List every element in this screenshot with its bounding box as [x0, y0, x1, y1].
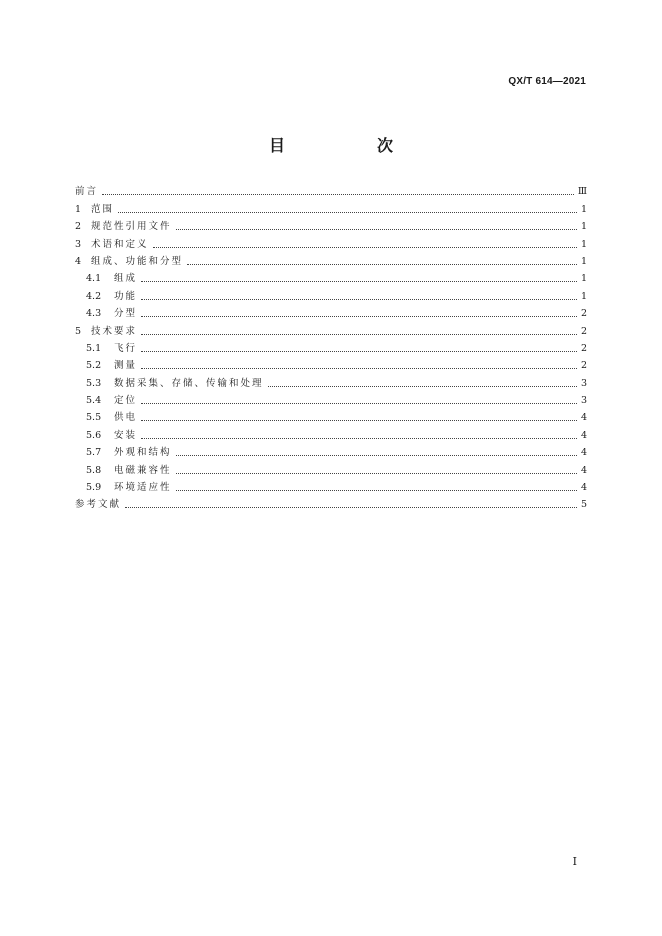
toc-entry-page: 1	[580, 203, 587, 215]
toc-entry-page: 3	[580, 395, 587, 407]
toc-entry-title: 外观和结构	[114, 447, 172, 459]
toc-entry-number: 5.9	[86, 482, 102, 494]
toc-entry-number: 1	[75, 203, 82, 215]
toc-entry-title: 功能	[114, 290, 138, 302]
toc-entry-number: 5	[75, 325, 82, 337]
toc-entry[interactable]	[75, 459, 587, 476]
toc-entry-number: 5.3	[86, 377, 102, 389]
toc-entry[interactable]	[75, 407, 587, 424]
toc-entry-number: 5.6	[86, 429, 102, 441]
toc-entry-number: 5.2	[86, 360, 102, 372]
toc-entry-number: 5.8	[86, 464, 102, 476]
dot-leader	[125, 506, 577, 508]
dot-leader	[102, 193, 574, 195]
toc-entry[interactable]	[75, 216, 587, 233]
dot-leader	[176, 454, 577, 456]
toc-entry[interactable]	[75, 303, 587, 320]
toc-entry-title: 电磁兼容性	[114, 464, 172, 476]
toc-entry-number: 4	[75, 255, 82, 267]
toc-entry[interactable]	[75, 390, 587, 407]
table-of-contents	[75, 181, 587, 511]
toc-entry-page: 2	[580, 342, 587, 354]
toc-entry-number: 5.5	[86, 412, 102, 424]
toc-entry-title: 分型	[114, 308, 138, 320]
toc-entry-page: 1	[580, 255, 587, 267]
dot-leader	[268, 385, 577, 387]
dot-leader	[141, 298, 577, 300]
toc-entry-title: 参考文献	[75, 499, 122, 511]
page-number: Ⅰ	[572, 855, 577, 868]
toc-entry-number: 5.1	[86, 342, 102, 354]
toc-entry-page: Ⅲ	[577, 186, 587, 198]
toc-entry-number: 5.7	[86, 447, 102, 459]
toc-entry[interactable]	[75, 233, 587, 250]
toc-entry[interactable]	[75, 285, 587, 302]
toc-entry-number: 2	[75, 221, 82, 233]
toc-entry[interactable]	[75, 320, 587, 337]
toc-entry-title: 技术要求	[91, 325, 138, 337]
dot-leader	[141, 437, 577, 439]
toc-entry-page: 4	[580, 429, 587, 441]
toc-entry-page: 3	[580, 377, 587, 389]
toc-entry-page: 5	[580, 499, 587, 511]
toc-entry[interactable]	[75, 251, 587, 268]
toc-entry-page: 4	[580, 412, 587, 424]
toc-entry[interactable]	[75, 477, 587, 494]
toc-entry-page: 1	[580, 273, 587, 285]
toc-entry[interactable]	[75, 372, 587, 389]
toc-entry-number: 4.1	[86, 273, 102, 285]
page-title: 目 次	[268, 136, 431, 155]
dot-leader	[176, 228, 577, 230]
toc-entry-page: 4	[580, 447, 587, 459]
dot-leader	[176, 489, 577, 491]
toc-entry-number: 4.3	[86, 308, 102, 320]
toc-entry[interactable]	[75, 355, 587, 372]
toc-entry[interactable]	[75, 442, 587, 459]
toc-entry-page: 4	[580, 482, 587, 494]
toc-entry-page: 4	[580, 464, 587, 476]
toc-entry-page: 2	[580, 308, 587, 320]
toc-entry-title: 安装	[114, 429, 138, 441]
toc-entry-page: 1	[580, 238, 587, 250]
toc-entry-number: 4.2	[86, 290, 102, 302]
dot-leader	[187, 263, 577, 265]
standard-code: QX/T 614—2021	[508, 76, 586, 87]
toc-entry[interactable]	[75, 268, 587, 285]
toc-entry[interactable]	[75, 424, 587, 441]
toc-entry-title: 环境适应性	[114, 482, 172, 494]
toc-entry-title: 测量	[114, 360, 138, 372]
toc-entry[interactable]	[75, 181, 587, 198]
toc-entry[interactable]	[75, 338, 587, 355]
toc-entry[interactable]	[75, 198, 587, 215]
toc-entry-number: 5.4	[86, 395, 102, 407]
dot-leader	[141, 367, 577, 369]
dot-leader	[141, 280, 577, 282]
toc-entry-title: 规范性引用文件	[91, 221, 172, 233]
toc-entry-title: 定位	[114, 395, 138, 407]
toc-entry[interactable]	[75, 494, 587, 511]
toc-entry-title: 前言	[75, 186, 99, 198]
toc-entry-page: 1	[580, 290, 587, 302]
dot-leader	[141, 402, 577, 404]
dot-leader	[141, 350, 577, 352]
toc-entry-page: 2	[580, 325, 587, 337]
dot-leader	[141, 315, 577, 317]
toc-entry-title: 数据采集、存储、传输和处理	[114, 377, 264, 389]
toc-entry-page: 2	[580, 360, 587, 372]
toc-entry-title: 飞行	[114, 342, 138, 354]
dot-leader	[176, 472, 577, 474]
toc-entry-title: 组成	[114, 273, 138, 285]
toc-entry-title: 供电	[114, 412, 138, 424]
dot-leader	[141, 333, 577, 335]
toc-entry-page: 1	[580, 221, 587, 233]
toc-entry-title: 组成、功能和分型	[91, 255, 184, 267]
dot-leader	[153, 246, 577, 248]
toc-entry-title: 范围	[91, 203, 115, 215]
toc-entry-number: 3	[75, 238, 82, 250]
toc-entry-title: 术语和定义	[91, 238, 149, 250]
dot-leader	[141, 419, 577, 421]
dot-leader	[118, 211, 577, 213]
